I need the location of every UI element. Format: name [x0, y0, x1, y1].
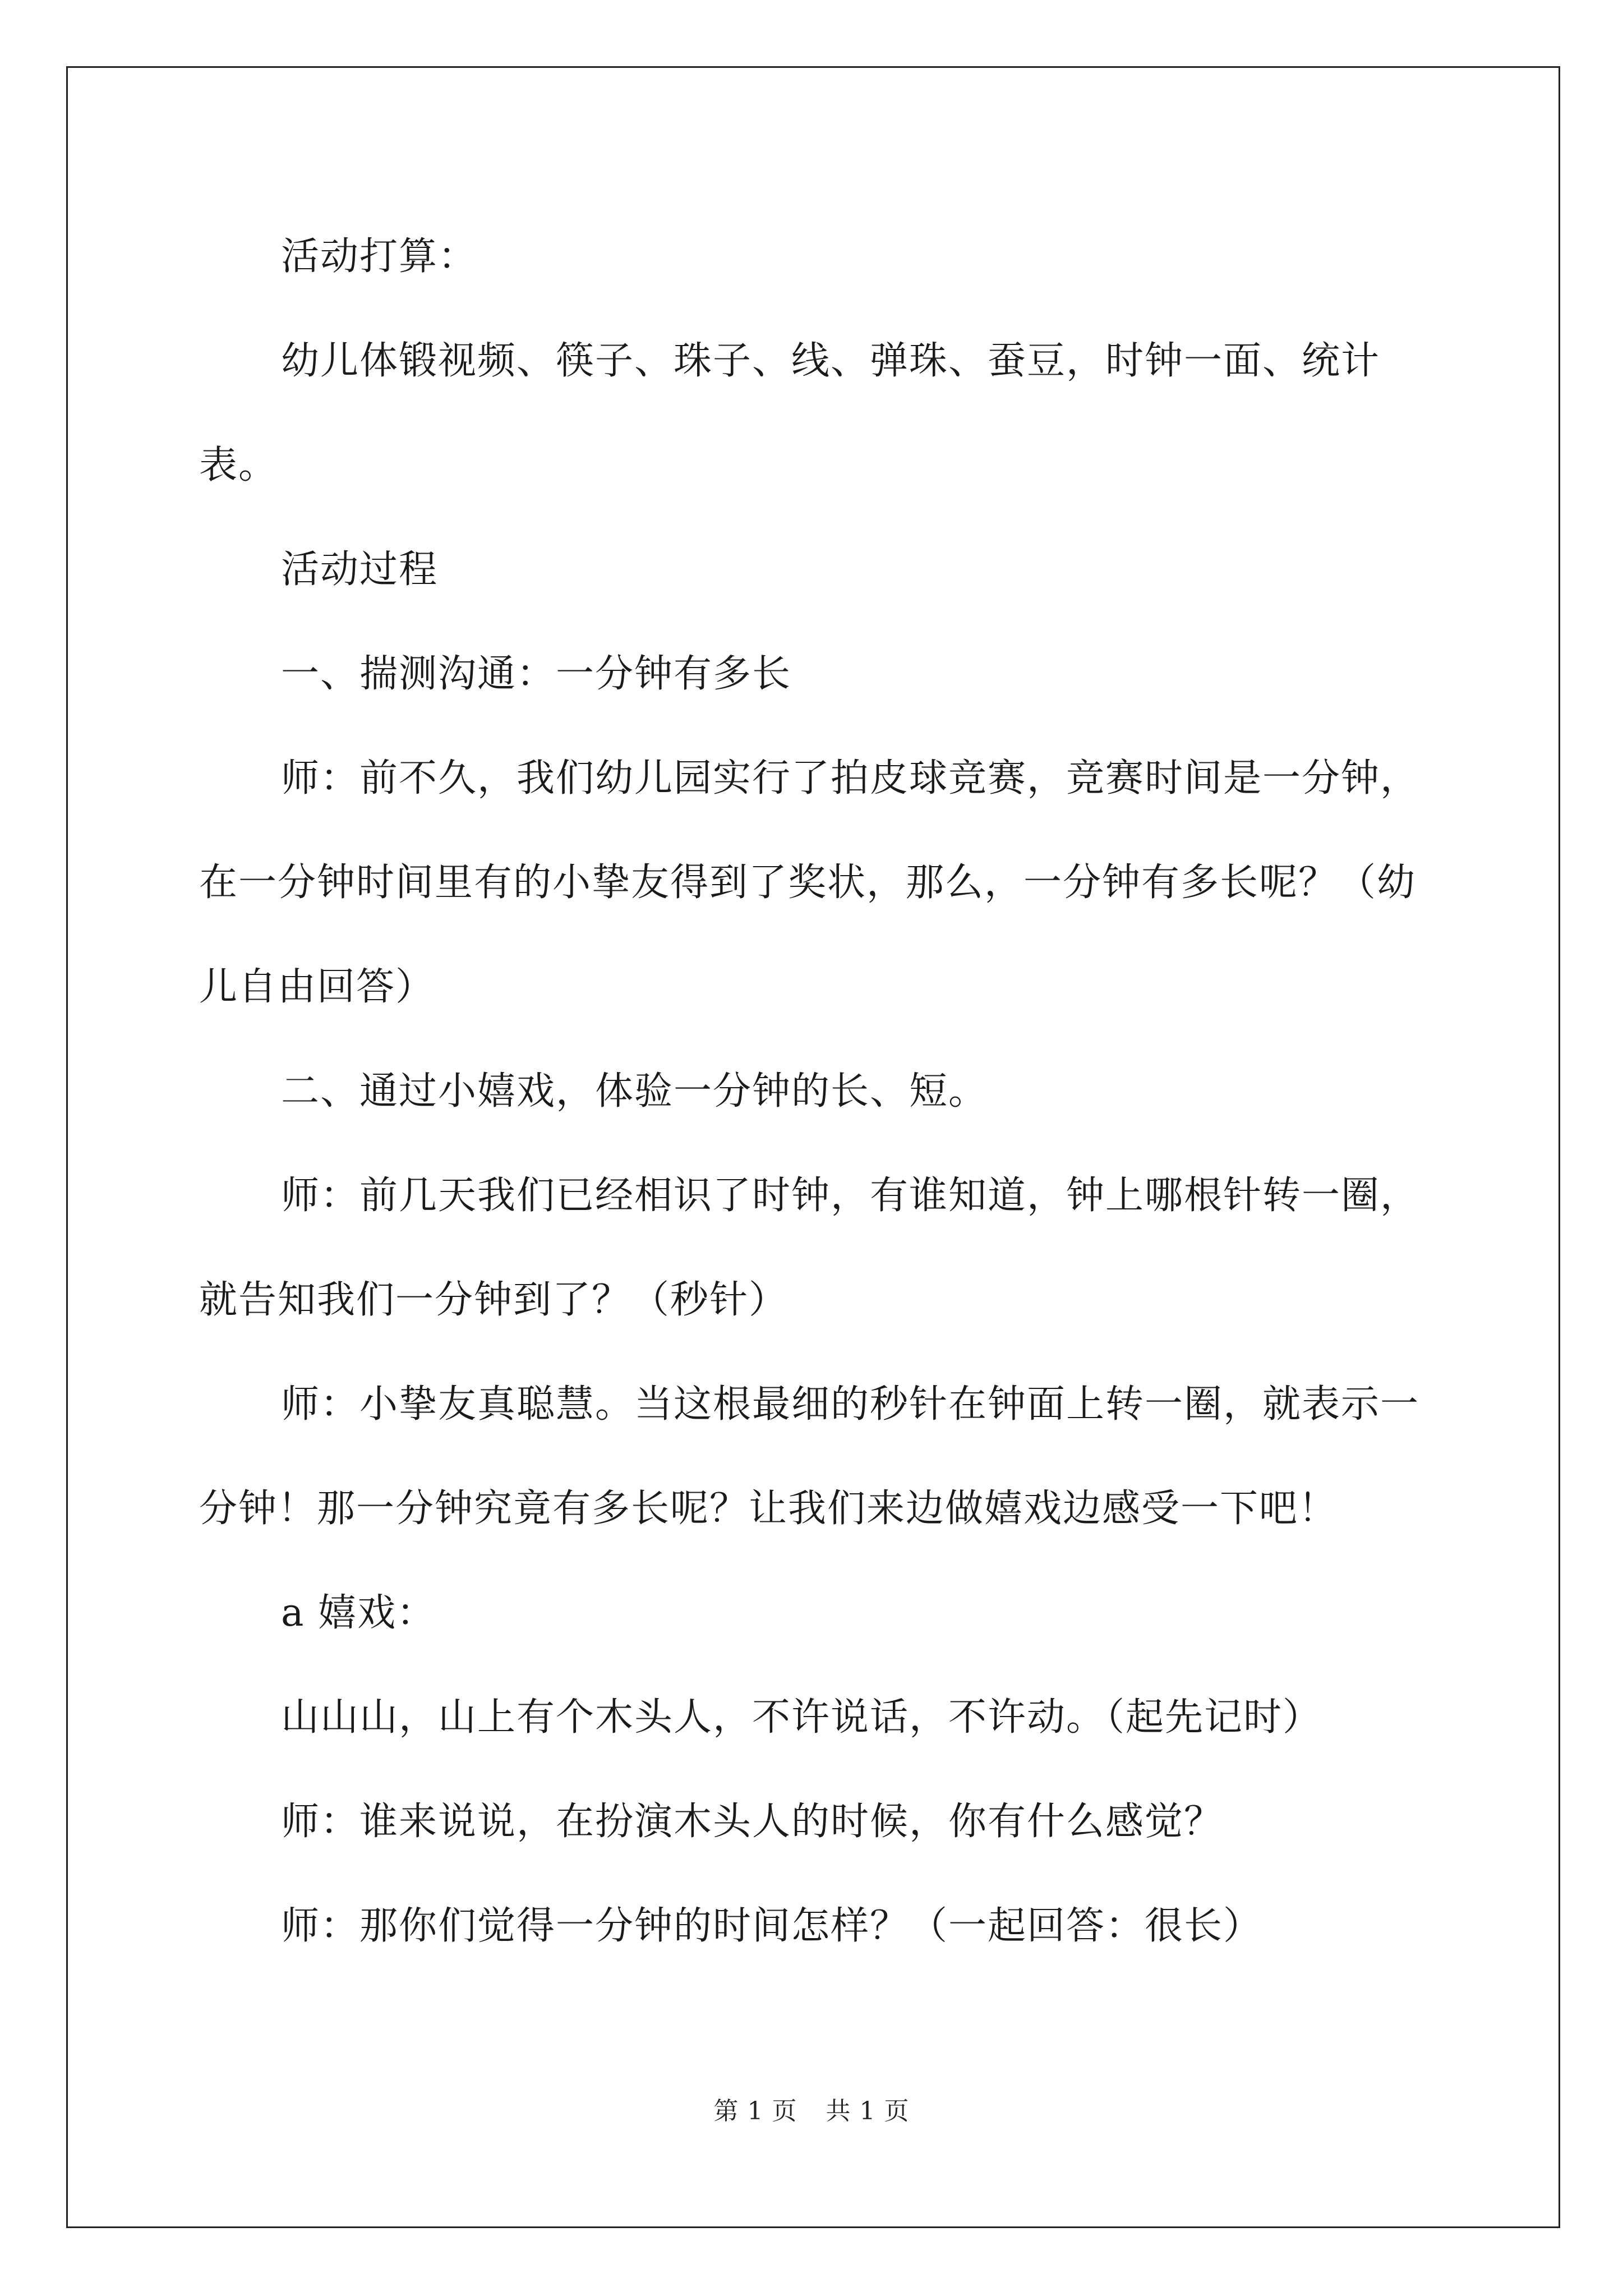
paragraph-teacher-answer: 师：那你们觉得一分钟的时间怎样？（一起回答：很长）: [281, 1904, 1263, 1948]
paragraph-game-rhyme: 山山山，山上有个木头人，不许说话，不许动。（起先记时）: [281, 1695, 1322, 1740]
paragraph-game-label: a 嬉戏：: [281, 1591, 436, 1635]
paragraph-activity-prep-heading: 活动打算：: [281, 234, 478, 279]
paragraph-teacher-question: 师：谁来说说，在扮演木头人的时候，你有什么感觉？: [281, 1800, 1224, 1844]
paragraph-materials: 幼儿体锻视频、筷子、珠子、线、弹珠、蚕豆，时钟一面、统计表。: [199, 339, 1381, 487]
paragraph-teacher-second-hand: 师：前几天我们已经相识了时钟，有谁知道，钟上哪根针转一圈，就告知我们一分钟到了？（秒针）: [199, 1174, 1420, 1322]
page-footer: [0, 2091, 1623, 2127]
page-number: 第 1 页: [713, 2097, 797, 2125]
paragraph-teacher-intro: 师：前不久，我们幼儿园实行了拍皮球竞赛，竞赛时间是一分钟，在一分钟时间里有的小挚友得到了奖状，那么，一分钟有多长呢？（幼儿自由回答）: [199, 756, 1420, 1009]
document-body: [199, 205, 1433, 1978]
paragraph-section-one: 一、揣测沟通：一分钟有多长: [281, 652, 792, 696]
paragraph-activity-process-heading: 活动过程: [281, 547, 439, 592]
paragraph-section-two: 二、通过小嬉戏，体验一分钟的长、短。: [281, 1069, 988, 1114]
page-total: 共 1 页: [826, 2097, 910, 2125]
paragraph-teacher-praise: 师：小挚友真聪慧。当这根最细的秒针在钟面上转一圈，就表示一分钟！那一分钟究竟有多长呢？让我们来边做嬉戏边感受一下吧！: [199, 1382, 1420, 1531]
